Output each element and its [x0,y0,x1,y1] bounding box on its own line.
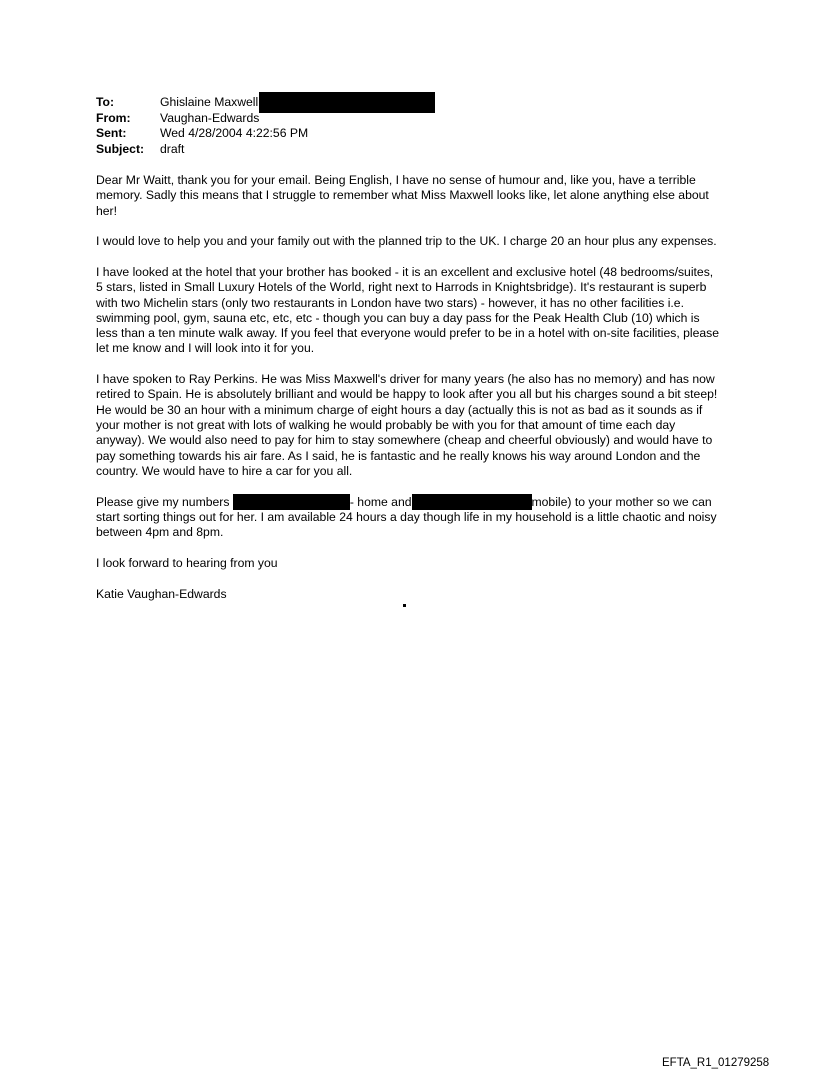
numbers-text-3: mobile) to your mother so we can start sorting things out for her. I am available 24 hours a day though life in my household is a little chaotic and noisy between 4pm and 8pm. [96,494,717,540]
email-header [96,95,435,157]
redaction-block [233,494,350,510]
signature: Katie Vaughan-Edwards [96,586,227,601]
to-row [96,95,435,111]
paragraph-closing: I look forward to hearing from you [96,555,278,570]
to-label: To: [96,95,115,109]
paragraph-numbers [96,495,722,541]
sent-value: Wed 4/28/2004 4:22:56 PM [160,126,309,140]
to-value: Ghislaine Maxwell [160,95,259,109]
numbers-text-1: Please give my numbers [96,494,233,509]
paragraph-charges: I would love to help you and your family out with the planned trip to the UK. I charge 20 an hour plus any expenses. [96,234,717,249]
sent-row [96,126,435,142]
subject-value: draft [160,141,185,156]
paragraph-greeting: Dear Mr Waitt, thank you for your email. Being English, I have no sense of humour and, like you, have a terrible memory. Sadly this means that I struggle to remember what Miss Maxwell looks like, let alone anything else about her! [96,173,709,218]
email-body [96,173,722,617]
from-label: From: [96,110,131,125]
sent-label: Sent: [96,126,127,140]
subject-label: Subject: [96,141,145,156]
subject-row [96,142,435,158]
numbers-text-2: - home and [349,494,412,509]
redaction-block [412,494,532,510]
paragraph-driver: I have spoken to Ray Perkins. He was Miss Maxwell's driver for many years (he also has no memory) and has now retired to Spain. He is absolutely brilliant and would be happy to look after you all but his charges sound a bit steep! He would be 30 an hour with a minimum charge of eight hours a day (actually this is not as bad as it sounds as if your mother is not great with lots of walking he would probably be with you for that amount of time each day anyway). We would also need to pay for him to stay somewhere (cheap and cheerful obviously) and would have to pay something towards his air fare. As I said, he is fantastic and he really knows his way around London and the country. We would have to hire a car for you all. [96,372,718,478]
paragraph-hotel: I have looked at the hotel that your brother has booked - it is an excellent and exclusive hotel (48 bedrooms/suites, 5 stars, listed in Small Luxury Hotels of the World, right next to Harrods in Knightsbridge). It's restaurant is superb with two Michelin stars (only two restaurants in London have two stars) - however, it has no other facilities i.e. swimming pool, gym, sauna etc, etc, etc - though you can buy a day pass for the Peak Health Club (10) which is less than a ten minute walk away. If you feel that everyone would prefer to be in a hotel with on-site facilities, please let me know and I will look into it for you. [96,264,720,356]
document-id: EFTA_R1_01279258 [662,1057,770,1069]
stray-dot [403,604,406,607]
redaction-block [259,92,435,113]
from-value: Vaughan-Edwards [160,110,260,125]
